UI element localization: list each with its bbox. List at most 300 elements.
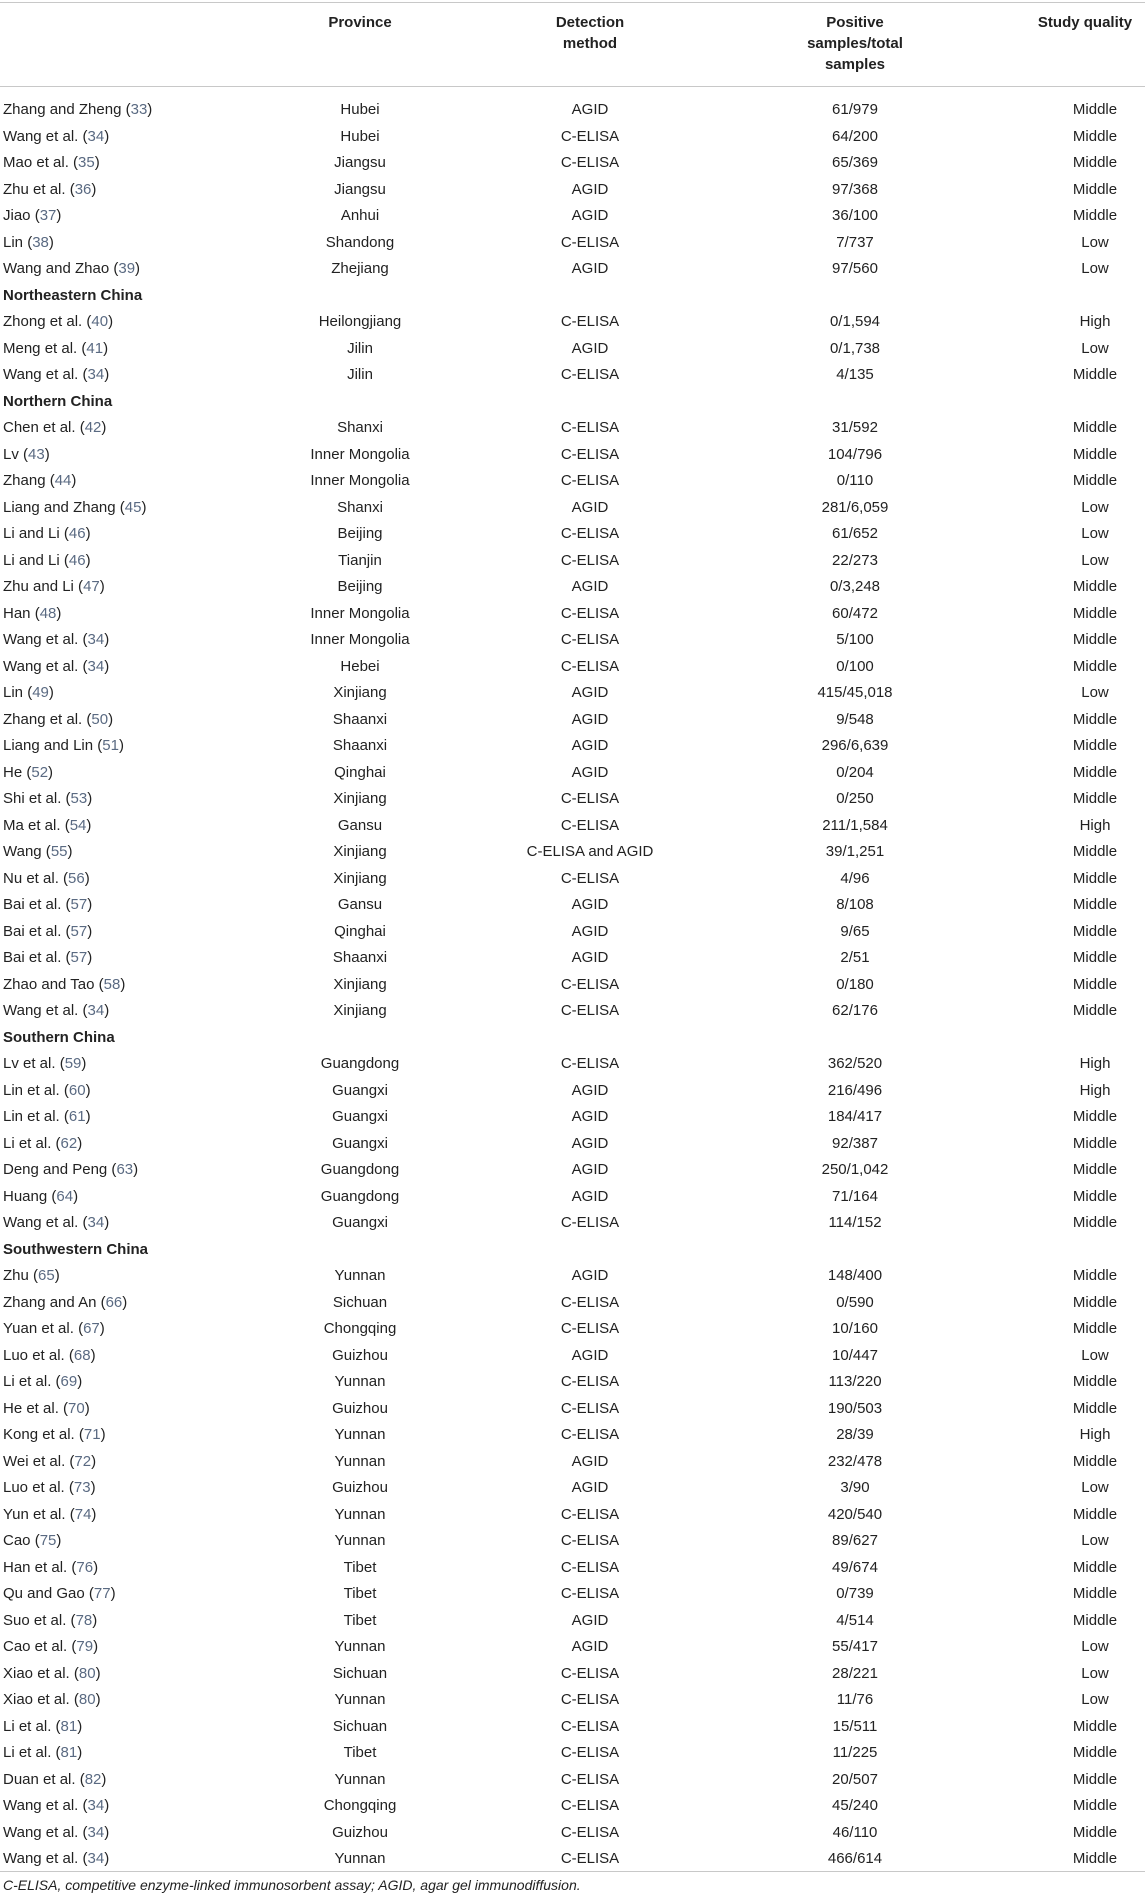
region-heading-row — [0, 1025, 1145, 1052]
detection-method-cell: C-ELISA — [560, 631, 620, 648]
positive-samples-cell: 55/417 — [832, 1638, 878, 1655]
ref-open-paren: ( — [58, 1399, 69, 1417]
positive-samples-cell: 0/204 — [836, 763, 874, 781]
reference-link[interactable]: 52 — [31, 763, 49, 781]
study-quality-cell: Middle — [1072, 1717, 1118, 1735]
ref-open-paren: ( — [51, 1744, 61, 1761]
table-row — [0, 574, 1145, 601]
detection-method-cell: AGID — [571, 737, 609, 754]
ref-open-paren: ( — [22, 763, 32, 781]
study-quality-cell: Middle — [1072, 101, 1118, 118]
table-row — [0, 495, 1145, 522]
table-row — [0, 998, 1145, 1025]
reference-link[interactable]: 66 — [105, 1293, 123, 1311]
table-row — [0, 1687, 1145, 1714]
reference-link[interactable]: 67 — [83, 1320, 100, 1337]
reference-link[interactable]: 49 — [32, 684, 49, 701]
ref-close-paren: ) — [91, 1452, 97, 1470]
reference-link[interactable]: 80 — [78, 1664, 96, 1682]
ref-close-paren: ) — [92, 1611, 98, 1629]
study-name: Zhang et al. — [3, 710, 83, 728]
ref-close-paren: ) — [104, 1002, 110, 1019]
study-cell — [3, 786, 92, 813]
ref-open-paren: ( — [74, 1426, 84, 1443]
ref-close-paren: ) — [85, 525, 91, 542]
reference-link[interactable]: 40 — [91, 313, 109, 330]
table-row — [0, 1263, 1145, 1290]
reference-link[interactable]: 72 — [74, 1452, 92, 1470]
positive-samples-cell: 0/100 — [836, 657, 874, 675]
reference-link[interactable]: 35 — [78, 154, 95, 171]
study-cell — [3, 654, 109, 681]
reference-link[interactable]: 34 — [87, 631, 105, 648]
study-cell — [3, 362, 109, 389]
study-quality-cell: Low — [1081, 1664, 1109, 1682]
positive-samples-cell: 11/225 — [832, 1744, 878, 1761]
study-cell — [3, 1157, 138, 1184]
ref-close-paren: ) — [73, 1187, 79, 1205]
province-cell: Yunnan — [334, 1850, 386, 1867]
study-name: Lin — [3, 233, 24, 251]
study-name: Wang et al. — [3, 366, 79, 383]
study-name: Zhong et al. — [3, 313, 83, 330]
reference-link[interactable]: 34 — [87, 1823, 105, 1841]
ref-open-paren: ( — [93, 737, 103, 754]
table-row — [0, 1157, 1145, 1184]
study-quality-cell: Middle — [1072, 737, 1118, 754]
detection-method-cell: C-ELISA — [560, 1770, 620, 1788]
study-name: Lv — [3, 445, 19, 463]
ref-open-paren: ( — [61, 949, 71, 966]
ref-open-paren: ( — [47, 1187, 57, 1205]
ref-close-paren: ) — [85, 1081, 91, 1099]
province-cell: Tibet — [343, 1558, 377, 1576]
ref-close-paren: ) — [101, 419, 107, 436]
reference-link[interactable]: 43 — [28, 445, 45, 463]
detection-method-cell: C-ELISA — [560, 1558, 620, 1576]
study-name: Lin — [3, 684, 24, 701]
ref-close-paren: ) — [77, 1373, 83, 1390]
study-name: Zhu — [3, 1267, 29, 1284]
reference-link[interactable]: 70 — [68, 1399, 85, 1417]
province-cell: Guangxi — [332, 1214, 388, 1231]
study-name: Luo et al. — [3, 1346, 65, 1364]
table-row — [0, 1290, 1145, 1317]
province-cell: Guizhou — [332, 1346, 388, 1364]
study-name: Liang and Zhang — [3, 498, 116, 516]
reference-link[interactable]: 53 — [70, 790, 88, 807]
study-cell — [3, 124, 109, 151]
ref-open-paren: ( — [18, 445, 29, 463]
detection-method-cell: C-ELISA — [560, 1717, 620, 1735]
study-name: Mao et al. — [3, 154, 69, 171]
positive-samples-cell: 466/614 — [827, 1850, 883, 1867]
reference-link[interactable]: 68 — [73, 1346, 91, 1364]
ref-close-paren: ) — [77, 1744, 83, 1761]
province-cell: Tianjin — [338, 551, 382, 569]
table-row — [0, 1131, 1145, 1158]
study-cell — [3, 1449, 96, 1476]
positive-samples-cell: 65/369 — [832, 154, 878, 171]
ref-open-paren: ( — [78, 366, 88, 383]
table-row — [0, 230, 1145, 257]
table-row — [0, 97, 1145, 124]
detection-method-cell: C-ELISA — [560, 445, 620, 463]
reference-link[interactable]: 46 — [68, 525, 86, 542]
reference-link[interactable]: 46 — [68, 551, 86, 569]
reference-link[interactable]: 60 — [68, 1081, 86, 1099]
detection-method-cell: AGID — [571, 339, 609, 357]
reference-link[interactable]: 58 — [103, 975, 121, 993]
reference-link[interactable]: 64 — [56, 1187, 74, 1205]
reference-link[interactable]: 57 — [70, 949, 88, 966]
study-name: Lin et al. — [3, 1108, 60, 1125]
reference-link[interactable]: 56 — [68, 869, 85, 887]
study-quality-cell: Middle — [1072, 922, 1118, 940]
study-cell — [3, 1184, 78, 1211]
study-cell — [3, 1714, 82, 1741]
positive-samples-cell: 28/221 — [832, 1664, 878, 1682]
study-quality-cell: Middle — [1072, 1293, 1118, 1311]
positive-samples-cell: 4/135 — [836, 366, 874, 383]
detection-method-cell: C-ELISA — [560, 525, 620, 542]
study-name: Wang et al. — [3, 1214, 79, 1231]
table-row — [0, 177, 1145, 204]
study-cell — [3, 230, 54, 257]
ref-open-paren: ( — [121, 101, 131, 118]
study-name: Wang et al. — [3, 631, 79, 648]
province-cell: Qinghai — [334, 763, 386, 781]
study-name: Zhang — [3, 472, 46, 489]
ref-close-paren: ) — [108, 313, 114, 330]
table-row — [0, 1846, 1145, 1873]
reference-link[interactable]: 81 — [60, 1744, 78, 1761]
ref-open-paren: ( — [65, 1452, 75, 1470]
table-row — [0, 601, 1145, 628]
ref-close-paren: ) — [99, 1320, 105, 1337]
table-row — [0, 1422, 1145, 1449]
study-quality-cell: Middle — [1072, 1611, 1118, 1629]
detection-method-cell: AGID — [571, 710, 609, 728]
province-cell: Jilin — [347, 366, 373, 383]
table-row — [0, 1740, 1145, 1767]
reference-link[interactable]: 47 — [83, 578, 100, 595]
ref-close-paren: ) — [87, 896, 93, 913]
study-name: Suo et al. — [3, 1611, 67, 1629]
study-quality-cell: Low — [1081, 1532, 1109, 1549]
positive-samples-cell: 97/368 — [832, 180, 878, 198]
study-cell — [3, 1078, 91, 1105]
header-detection-method: Detection method — [555, 14, 625, 52]
ref-close-paren: ) — [93, 1638, 99, 1655]
study-cell — [3, 945, 92, 972]
study-cell — [3, 866, 90, 893]
reference-link[interactable]: 34 — [87, 366, 105, 383]
province-cell: Yunnan — [334, 1691, 386, 1708]
detection-method-cell: C-ELISA — [560, 127, 620, 145]
province-cell: Xinjiang — [333, 869, 387, 887]
region-heading: Northern China — [3, 392, 113, 410]
study-quality-cell: Middle — [1072, 1558, 1118, 1576]
reference-link[interactable]: 62 — [60, 1134, 78, 1152]
ref-open-paren: ( — [65, 1505, 75, 1523]
reference-link[interactable]: 34 — [87, 657, 105, 675]
province-cell: Gansu — [337, 896, 383, 913]
reference-link[interactable]: 34 — [87, 127, 105, 145]
detection-method-cell: C-ELISA — [560, 1293, 620, 1311]
positive-samples-cell: 64/200 — [832, 127, 878, 145]
reference-link[interactable]: 57 — [70, 896, 88, 913]
detection-method-cell: C-ELISA — [560, 1426, 620, 1443]
reference-link[interactable]: 80 — [78, 1691, 96, 1708]
detection-method-cell: AGID — [571, 1134, 609, 1152]
ref-close-paren: ) — [110, 1585, 116, 1602]
ref-open-paren: ( — [78, 127, 88, 145]
ref-close-paren: ) — [147, 101, 153, 118]
detection-method-cell: AGID — [571, 1479, 609, 1496]
province-cell: Guizhou — [332, 1399, 388, 1417]
study-quality-cell: Middle — [1072, 631, 1118, 648]
ref-open-paren: ( — [67, 1638, 77, 1655]
reference-link[interactable]: 48 — [39, 604, 57, 622]
reference-link[interactable]: 79 — [76, 1638, 94, 1655]
study-quality-cell: Middle — [1072, 710, 1118, 728]
detection-method-cell: AGID — [571, 949, 609, 966]
study-name: Wang et al. — [3, 1797, 79, 1814]
province-cell: Guangxi — [332, 1134, 388, 1152]
ref-close-paren: ) — [94, 154, 100, 171]
ref-close-paren: ) — [71, 472, 77, 489]
reference-link[interactable]: 61 — [68, 1108, 86, 1125]
table-row — [0, 786, 1145, 813]
detection-method-cell: C-ELISA — [560, 1373, 620, 1390]
table-row — [0, 760, 1145, 787]
province-cell: Tibet — [343, 1585, 377, 1602]
ref-open-paren: ( — [84, 1585, 94, 1602]
ref-close-paren: ) — [54, 1267, 60, 1284]
study-name: Wang and Zhao — [3, 260, 110, 277]
study-cell — [3, 521, 91, 548]
ref-open-paren: ( — [68, 154, 79, 171]
table-row — [0, 1608, 1145, 1635]
reference-link[interactable]: 59 — [64, 1055, 82, 1072]
study-name: Zhao and Tao — [3, 975, 95, 993]
reference-link[interactable]: 34 — [87, 1002, 105, 1019]
study-name: Cao et al. — [3, 1638, 68, 1655]
reference-link[interactable]: 37 — [39, 207, 57, 224]
reference-link[interactable]: 34 — [87, 1214, 105, 1231]
study-cell — [3, 733, 124, 760]
study-cell — [3, 495, 146, 522]
ref-close-paren: ) — [104, 1797, 110, 1814]
region-heading: Northeastern China — [3, 286, 143, 304]
reference-link[interactable]: 74 — [74, 1505, 92, 1523]
study-quality-cell: Middle — [1072, 657, 1118, 675]
ref-close-paren: ) — [77, 1717, 83, 1735]
detection-method-cell: AGID — [571, 896, 609, 913]
table-body — [0, 97, 1145, 1873]
positive-samples-cell: 0/110 — [836, 472, 874, 489]
reference-link[interactable]: 76 — [76, 1558, 94, 1576]
study-name: Kong et al. — [3, 1426, 75, 1443]
study-quality-cell: Low — [1081, 498, 1109, 516]
reference-link[interactable]: 78 — [75, 1611, 93, 1629]
ref-open-paren: ( — [78, 1850, 88, 1867]
reference-link[interactable]: 57 — [70, 922, 88, 940]
positive-samples-cell: 0/250 — [836, 790, 874, 807]
reference-link[interactable]: 34 — [87, 1797, 105, 1814]
reference-link[interactable]: 44 — [54, 472, 72, 489]
reference-link[interactable]: 77 — [93, 1585, 111, 1602]
header-rule — [0, 86, 1145, 87]
ref-open-paren: ( — [41, 843, 51, 860]
province-cell: Beijing — [337, 578, 383, 595]
reference-link[interactable]: 45 — [124, 498, 142, 516]
reference-link[interactable]: 54 — [69, 816, 87, 834]
ref-close-paren: ) — [122, 1293, 128, 1311]
ref-close-paren: ) — [99, 578, 105, 595]
ref-close-paren: ) — [108, 710, 114, 728]
reference-link[interactable]: 75 — [39, 1532, 57, 1549]
reference-link[interactable]: 55 — [50, 843, 68, 860]
ref-close-paren: ) — [95, 1664, 101, 1682]
ref-close-paren: ) — [104, 1214, 110, 1231]
ref-open-paren: ( — [78, 1797, 88, 1814]
table-row — [0, 1634, 1145, 1661]
study-name: Wang et al. — [3, 1002, 79, 1019]
positive-samples-cell: 20/507 — [832, 1770, 878, 1788]
study-name: Li et al. — [3, 1744, 52, 1761]
region-heading-row — [0, 1237, 1145, 1264]
province-cell: Xinjiang — [333, 975, 387, 993]
ref-open-paren: ( — [61, 896, 71, 913]
reference-link[interactable]: 73 — [73, 1479, 91, 1496]
top-rule — [0, 2, 1145, 3]
study-name: He et al. — [3, 1399, 59, 1417]
province-cell: Yunnan — [334, 1426, 386, 1443]
reference-link[interactable]: 36 — [74, 180, 92, 198]
study-name: Li et al. — [3, 1717, 52, 1735]
ref-close-paren: ) — [48, 233, 54, 251]
reference-link[interactable]: 69 — [60, 1373, 78, 1390]
reference-link[interactable]: 41 — [86, 339, 104, 357]
reference-link[interactable]: 65 — [38, 1267, 55, 1284]
table-row — [0, 442, 1145, 469]
table-row — [0, 1449, 1145, 1476]
province-cell: Tibet — [343, 1744, 377, 1761]
reference-link[interactable]: 51 — [102, 737, 119, 754]
study-name: Chen et al. — [3, 419, 76, 436]
table-row — [0, 1078, 1145, 1105]
ref-open-paren: ( — [51, 1717, 61, 1735]
detection-method-cell: AGID — [571, 1267, 609, 1284]
study-cell — [3, 1528, 61, 1555]
study-cell — [3, 1661, 101, 1688]
study-quality-cell: Middle — [1072, 1267, 1118, 1284]
study-cell — [3, 442, 50, 469]
ref-open-paren: ( — [23, 684, 33, 701]
positive-samples-cell: 61/979 — [832, 101, 878, 118]
study-cell — [3, 1846, 109, 1873]
study-quality-cell: Middle — [1072, 975, 1118, 993]
province-cell: Chongqing — [323, 1797, 397, 1814]
study-quality-cell: Middle — [1072, 869, 1118, 887]
table-row — [0, 362, 1145, 389]
study-name: Li and Li — [3, 525, 60, 542]
detection-method-cell: AGID — [571, 180, 609, 198]
detection-method-cell: C-ELISA — [560, 1744, 620, 1761]
ref-close-paren: ) — [141, 498, 147, 516]
ref-open-paren: ( — [109, 260, 119, 277]
study-quality-cell: Middle — [1072, 1002, 1118, 1019]
detection-method-cell: C-ELISA — [560, 419, 620, 436]
ref-close-paren: ) — [104, 631, 110, 648]
reference-link[interactable]: 50 — [91, 710, 109, 728]
reference-link[interactable]: 38 — [32, 233, 49, 251]
ref-close-paren: ) — [93, 1558, 99, 1576]
province-cell: Shanxi — [337, 498, 383, 516]
study-name: Wang et al. — [3, 127, 79, 145]
study-quality-cell: Middle — [1072, 763, 1118, 781]
study-quality-cell: Middle — [1072, 843, 1118, 860]
study-cell — [3, 1290, 127, 1317]
positive-samples-cell: 3/90 — [840, 1479, 870, 1496]
province-cell: Inner Mongolia — [310, 631, 410, 648]
study-name: Lin et al. — [3, 1081, 60, 1099]
study-cell — [3, 1316, 105, 1343]
province-cell: Shanxi — [337, 419, 383, 436]
study-quality-cell: Low — [1081, 525, 1109, 542]
reference-link[interactable]: 71 — [83, 1426, 101, 1443]
ref-open-paren: ( — [59, 1108, 69, 1125]
detection-method-cell: C-ELISA — [560, 1532, 620, 1549]
study-cell — [3, 998, 109, 1025]
reference-link[interactable]: 82 — [84, 1770, 102, 1788]
table-row — [0, 1369, 1145, 1396]
table-row — [0, 1210, 1145, 1237]
positive-samples-cell: 45/240 — [832, 1797, 878, 1814]
ref-close-paren: ) — [90, 1346, 96, 1364]
ref-open-paren: ( — [78, 657, 88, 675]
study-quality-cell: Middle — [1072, 1214, 1118, 1231]
study-cell — [3, 1820, 109, 1847]
detection-method-cell: AGID — [571, 1346, 609, 1364]
reference-link[interactable]: 63 — [116, 1161, 134, 1178]
study-cell — [3, 1581, 116, 1608]
ref-close-paren: ) — [48, 684, 54, 701]
positive-samples-cell: 92/387 — [832, 1134, 878, 1152]
reference-link[interactable]: 42 — [84, 419, 102, 436]
study-name: Li et al. — [3, 1373, 52, 1390]
reference-link[interactable]: 39 — [118, 260, 136, 277]
reference-link[interactable]: 81 — [60, 1717, 78, 1735]
table-row — [0, 945, 1145, 972]
detection-method-cell: AGID — [571, 578, 609, 595]
table-row — [0, 1528, 1145, 1555]
ref-open-paren: ( — [64, 1479, 74, 1496]
reference-link[interactable]: 33 — [130, 101, 148, 118]
reference-link[interactable]: 34 — [87, 1850, 105, 1867]
study-name: Xiao et al. — [3, 1664, 70, 1682]
study-quality-cell: Middle — [1072, 790, 1118, 807]
positive-samples-cell: 4/96 — [840, 869, 870, 887]
table-row — [0, 124, 1145, 151]
province-cell: Yunnan — [334, 1452, 386, 1470]
study-quality-cell: Middle — [1072, 1505, 1118, 1523]
detection-method-cell: C-ELISA — [560, 657, 620, 675]
province-cell: Inner Mongolia — [310, 472, 410, 489]
study-cell — [3, 813, 91, 840]
